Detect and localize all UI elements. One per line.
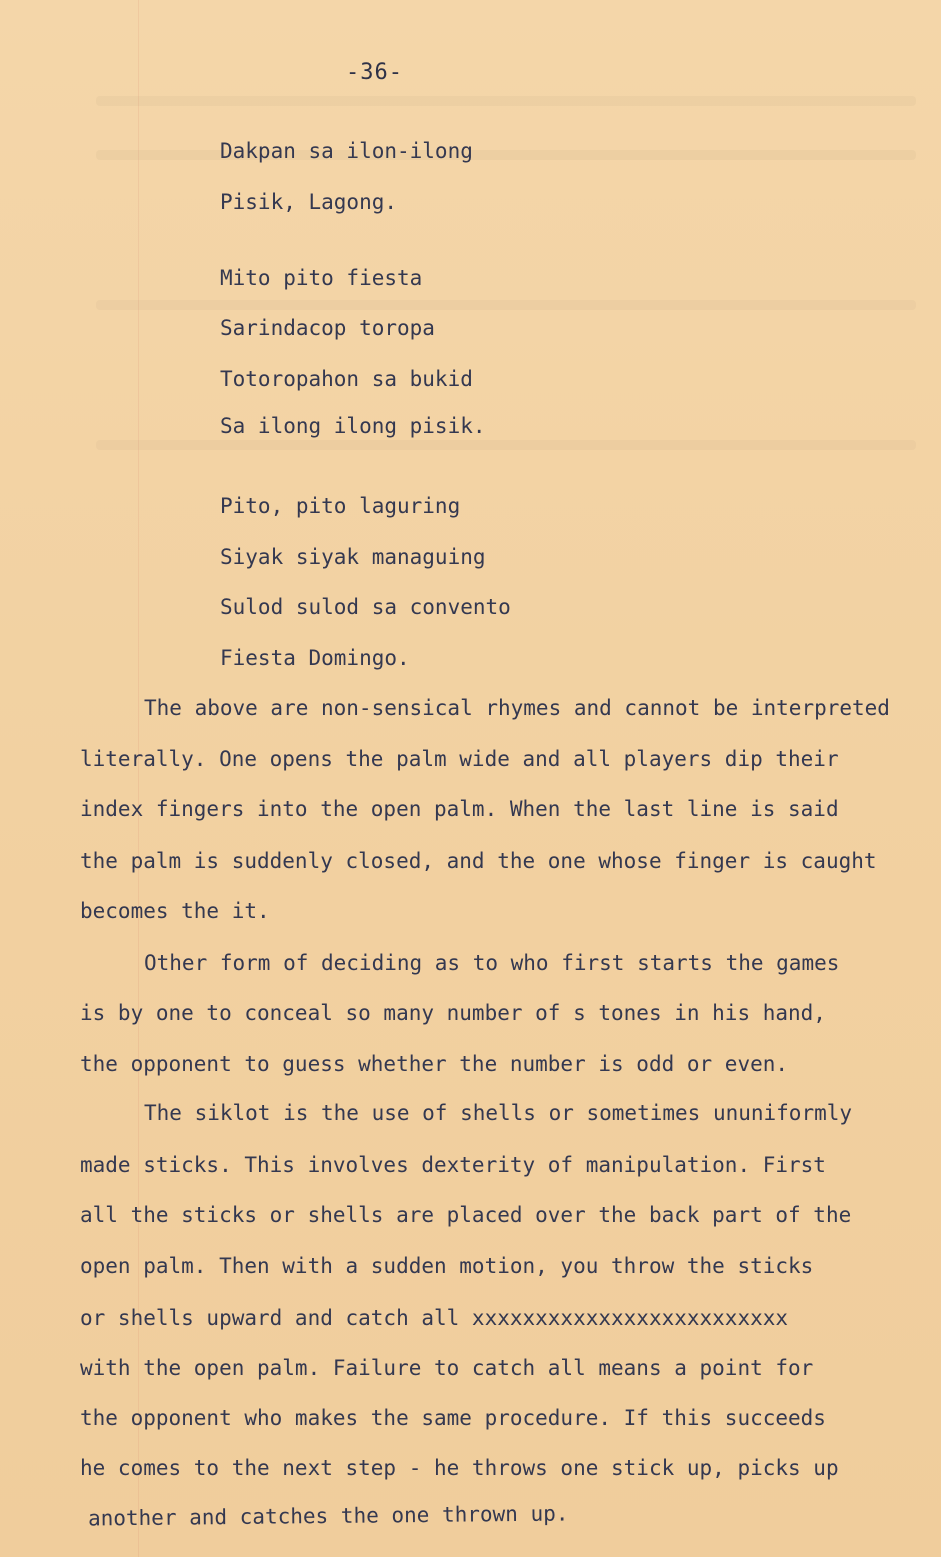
- verse-line: Pito, pito laguring: [220, 494, 461, 518]
- bleed-through: [96, 440, 916, 450]
- paragraph-line: Other form of deciding as to who first starts the games: [144, 951, 840, 975]
- page-number: -36-: [346, 60, 403, 85]
- paragraph-line: another and catches the one thrown up.: [87, 1501, 569, 1531]
- paragraph-line: index fingers into the open palm. When the last line is said: [80, 797, 839, 821]
- bleed-through: [96, 300, 916, 310]
- paragraph-line: open palm. Then with a sudden motion, you throw the sticks: [80, 1254, 814, 1278]
- paragraph-line: is by one to conceal so many number of s tones in his hand,: [80, 1001, 826, 1025]
- paragraph-line: the opponent who makes the same procedure. If this succeeds: [80, 1406, 826, 1430]
- bleed-through: [96, 96, 916, 106]
- verse-line: Mito pito fiesta: [220, 266, 423, 290]
- bleed-through: [96, 150, 916, 160]
- paragraph-line: with the open palm. Failure to catch all means a point for: [80, 1356, 814, 1380]
- verse-line: Fiesta Domingo.: [220, 646, 410, 670]
- paragraph-line: all the sticks or shells are placed over the back part of the: [80, 1203, 852, 1227]
- paragraph-line: The above are non-sensical rhymes and cannot be interpreted: [144, 696, 890, 720]
- paragraph-line: or shells upward and catch all xxxxxxxxxxxxxxxxxxxxxxxxx: [80, 1306, 789, 1330]
- verse-line: Sulod sulod sa convento: [220, 595, 511, 619]
- paragraph-line: The siklot is the use of shells or sometimes ununiformly: [144, 1101, 853, 1125]
- verse-line: Sa ilong ilong pisik.: [220, 414, 486, 438]
- verse-line: Totoropahon sa bukid: [220, 367, 473, 391]
- paragraph-line: becomes the it.: [80, 899, 270, 923]
- paragraph-line: he comes to the next step - he throws one stick up, picks up: [80, 1456, 839, 1480]
- paragraph-line: made sticks. This involves dexterity of manipulation. First: [80, 1153, 826, 1177]
- verse-line: Siyak siyak managuing: [220, 545, 486, 569]
- paragraph-line: the palm is suddenly closed, and the one whose finger is caught: [80, 849, 877, 873]
- verse-line: Dakpan sa ilon-ilong: [220, 139, 473, 163]
- paragraph-line: literally. One opens the palm wide and all players dip their: [80, 747, 839, 771]
- verse-line: Sarindacop toropa: [220, 316, 435, 340]
- paragraph-line: the opponent to guess whether the number is odd or even.: [80, 1052, 789, 1076]
- verse-line: Pisik, Lagong.: [220, 190, 398, 214]
